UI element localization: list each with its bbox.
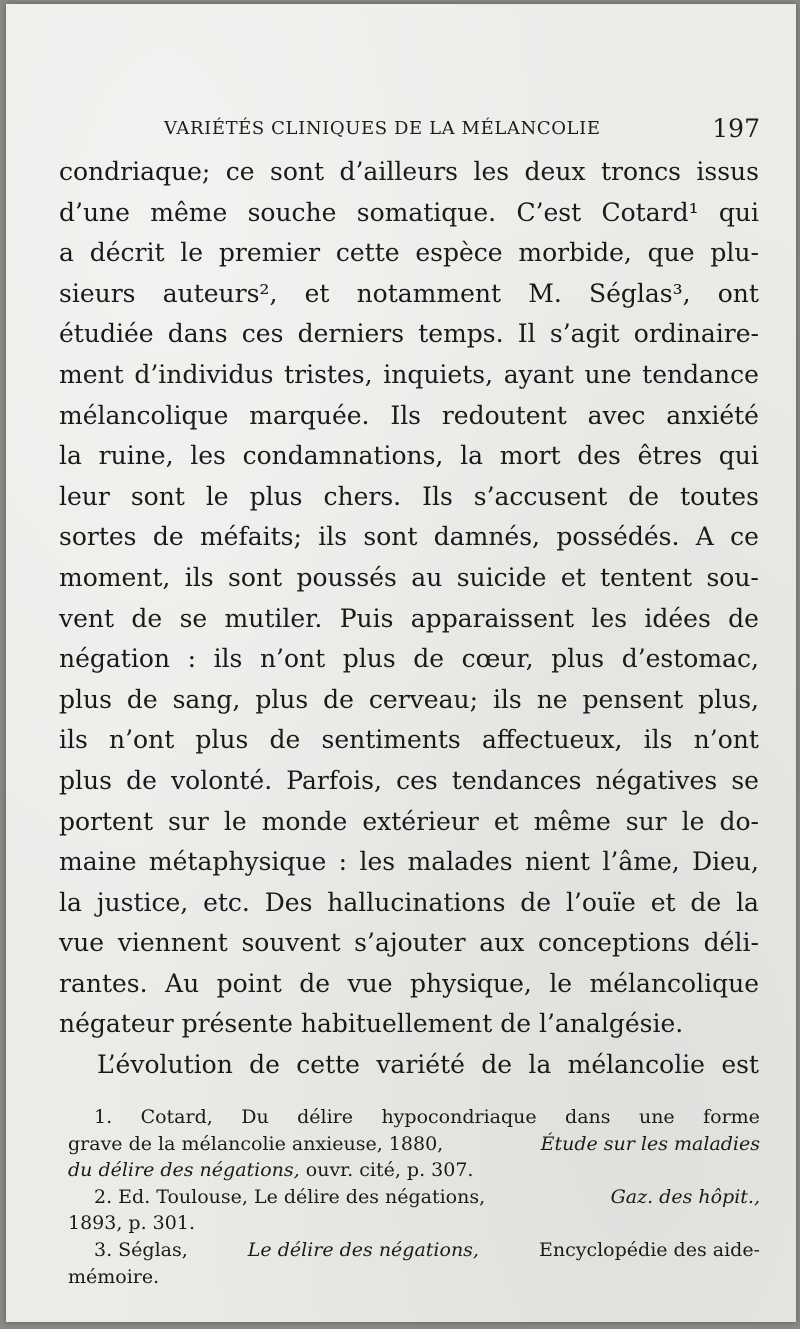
- word: cette: [335, 238, 400, 268]
- word: variété: [376, 1050, 465, 1080]
- page-number: 197: [712, 114, 760, 143]
- word: décrit: [89, 238, 165, 268]
- word: tentent: [600, 562, 693, 592]
- word: Du: [241, 1106, 269, 1128]
- word: conceptions: [538, 928, 690, 958]
- text-line: [59, 680, 759, 721]
- word: poussés: [296, 562, 397, 592]
- word: tendances: [451, 765, 582, 795]
- word: ce: [225, 157, 255, 186]
- book-page: [6, 4, 796, 1322]
- text-line: [59, 964, 759, 1005]
- word: mort: [499, 441, 561, 471]
- word: qui: [718, 197, 759, 227]
- word: derniers: [297, 319, 405, 349]
- word: de: [126, 765, 157, 795]
- footnotes: [68, 1104, 760, 1290]
- word: tristes,: [284, 359, 373, 389]
- word: métaphysique: [148, 847, 327, 877]
- word: ils: [213, 644, 243, 674]
- word: Au: [165, 968, 200, 998]
- word: ment: [59, 359, 124, 389]
- word: êtres: [637, 441, 703, 471]
- word: les: [190, 441, 226, 471]
- word: C’est: [516, 197, 582, 227]
- word: ayant: [503, 359, 574, 389]
- word: plus: [255, 684, 309, 714]
- word: une: [638, 1106, 675, 1128]
- word: notamment: [356, 278, 502, 308]
- word: une: [584, 359, 632, 389]
- word: le: [681, 806, 705, 836]
- word: L’évolution: [97, 1050, 233, 1080]
- word: les: [473, 157, 510, 186]
- word: même: [150, 197, 228, 227]
- word: ordinaire-: [633, 319, 759, 349]
- word: même: [533, 806, 611, 836]
- word: sur: [625, 806, 667, 836]
- word: mélancolique: [59, 400, 229, 430]
- text-line: [59, 639, 759, 680]
- word: premier: [218, 238, 321, 268]
- word: de: [690, 887, 722, 917]
- word: deux: [524, 157, 586, 186]
- word: n’ont: [109, 725, 175, 755]
- text-line: [59, 396, 759, 437]
- word: ne: [536, 684, 568, 714]
- word: et: [304, 278, 330, 308]
- word: souche: [247, 197, 337, 227]
- word: mutiler.: [224, 603, 323, 633]
- word: de: [628, 481, 660, 511]
- word: de: [131, 603, 163, 633]
- word: cette: [296, 1050, 360, 1080]
- word: affectueux,: [481, 725, 623, 755]
- word: qui: [718, 441, 759, 471]
- word: Il: [517, 319, 536, 349]
- word: inquiets,: [383, 359, 494, 389]
- word: ils: [184, 562, 214, 592]
- word: cœur,: [461, 644, 534, 674]
- word: se: [179, 603, 208, 633]
- word: sang,: [172, 684, 241, 714]
- word: auteurs²,: [162, 278, 278, 308]
- word: point: [216, 968, 282, 998]
- word: Cotard,: [140, 1106, 213, 1128]
- word: temps.: [418, 319, 504, 349]
- word: plus: [59, 765, 112, 795]
- word: morbide,: [518, 238, 632, 268]
- word: et: [650, 887, 676, 917]
- word: sur: [168, 806, 209, 836]
- footnote-2-line: [68, 1184, 760, 1211]
- text-line: [59, 1045, 759, 1086]
- text-line: [59, 436, 759, 477]
- word: sortes: [59, 522, 137, 552]
- word: méfaits;: [199, 522, 302, 552]
- word: vue: [59, 928, 105, 958]
- word: dans: [167, 319, 228, 349]
- word: anxiété: [666, 400, 759, 430]
- word: la: [59, 441, 82, 471]
- word: étudiée: [59, 319, 154, 349]
- text-line: [59, 883, 759, 924]
- word: toutes: [680, 481, 759, 511]
- word: de: [323, 684, 354, 714]
- word: négatives: [595, 765, 718, 795]
- word: la: [460, 441, 484, 471]
- word: plus,: [698, 684, 759, 714]
- word: que: [647, 238, 695, 268]
- word: suicide: [456, 562, 547, 592]
- word: etc.: [203, 887, 250, 917]
- footnote-1-line: [68, 1131, 760, 1158]
- word: hypocondriaque: [381, 1106, 537, 1128]
- word: et: [493, 806, 519, 836]
- text-line: [59, 355, 759, 396]
- word: d’une: [59, 197, 130, 227]
- word: plus: [59, 684, 112, 714]
- word: plus: [342, 644, 396, 674]
- word: redoutent: [441, 400, 567, 430]
- word: a: [59, 238, 74, 268]
- word: sou-: [706, 562, 759, 592]
- word: M.: [528, 278, 562, 308]
- word: malades: [407, 847, 513, 877]
- running-title: VARIÉTÉS CLINIQUES DE LA MÉLANCOLIE: [164, 118, 601, 139]
- word: sont: [228, 562, 283, 592]
- word: le: [205, 481, 229, 511]
- word: idées: [644, 603, 711, 633]
- word: portent: [59, 806, 153, 836]
- word: issus: [696, 157, 759, 186]
- word: avec: [587, 400, 646, 430]
- word: rantes.: [59, 968, 148, 998]
- word: au: [411, 562, 443, 592]
- word: dans: [565, 1106, 611, 1128]
- word: n’ont: [693, 725, 759, 755]
- word: Dieu,: [692, 847, 759, 877]
- word: de: [269, 725, 301, 755]
- word: ils: [492, 684, 522, 714]
- word: ils: [643, 725, 673, 755]
- text-line: [59, 152, 759, 193]
- word: ont: [717, 278, 759, 308]
- footnote-title-italic: Étude sur les maladies: [540, 1132, 760, 1155]
- word: les: [591, 603, 628, 633]
- body-text: [59, 152, 759, 1086]
- word: souvent: [241, 928, 341, 958]
- word: la: [528, 1050, 552, 1080]
- word: plus: [195, 725, 249, 755]
- word: vue: [347, 968, 393, 998]
- footnote-text: 2. Ed. Toulouse, Le délire des négations,: [94, 1185, 486, 1208]
- footnote-text: grave de la mélancolie anxieuse, 1880,: [68, 1132, 444, 1155]
- text-line: [59, 314, 759, 355]
- word: de: [249, 1050, 280, 1080]
- word: Puis: [339, 603, 394, 633]
- word: vent: [59, 603, 115, 633]
- word: sont: [363, 522, 418, 552]
- word: de: [413, 644, 445, 674]
- word: mélancolie: [567, 1050, 705, 1080]
- word: d’estomac,: [621, 644, 759, 674]
- word: sont: [270, 157, 325, 186]
- word: sont: [130, 481, 185, 511]
- word: possédés.: [556, 522, 680, 552]
- word: de: [481, 1050, 513, 1080]
- word: 1.: [94, 1106, 113, 1128]
- text-line: [59, 923, 759, 964]
- word: négation: [59, 644, 170, 674]
- word: se: [731, 765, 759, 795]
- word: Ils: [390, 400, 422, 430]
- footnote-journal-italic: Gaz. des hôpit.,: [610, 1185, 760, 1208]
- word: espèce: [415, 238, 503, 268]
- word: justice,: [96, 887, 189, 917]
- word: tendance: [642, 359, 759, 389]
- word: ce: [730, 522, 759, 552]
- text-line: [59, 802, 759, 843]
- word: délire: [297, 1106, 354, 1128]
- word: marquée.: [249, 400, 370, 430]
- word: de: [728, 603, 759, 633]
- word: l’âme,: [602, 847, 680, 877]
- word: le: [549, 968, 573, 998]
- footnote-text: ouvr. cité, p. 307.: [305, 1159, 474, 1182]
- text-line: [59, 193, 759, 234]
- word: leur: [59, 481, 110, 511]
- word: s’agit: [549, 319, 620, 349]
- word: Cotard¹: [601, 197, 699, 227]
- word: Séglas³,: [588, 278, 691, 308]
- word: ces: [241, 319, 284, 349]
- text-line: [59, 517, 759, 558]
- word: aux: [479, 928, 525, 958]
- word: de: [299, 968, 331, 998]
- word: A: [695, 522, 714, 552]
- footnote-3-line: [68, 1237, 760, 1264]
- text-line: [59, 233, 759, 274]
- word: plus: [551, 644, 605, 674]
- word: le: [223, 806, 247, 836]
- word: monde: [261, 806, 348, 836]
- word: condriaque;: [59, 157, 211, 186]
- word: plus: [249, 481, 303, 511]
- word: somatique.: [356, 197, 497, 227]
- word: de: [152, 522, 184, 552]
- word: déli-: [703, 928, 759, 958]
- word: ils: [318, 522, 348, 552]
- word: hallucinations: [327, 887, 506, 917]
- word: Des: [264, 887, 313, 917]
- word: la: [736, 887, 759, 917]
- word: est: [721, 1050, 759, 1080]
- word: volonté.: [171, 765, 273, 795]
- word: Ils: [422, 481, 453, 511]
- word: maine: [59, 847, 137, 877]
- word: physique,: [409, 968, 532, 998]
- footnote-3-line: mémoire.: [68, 1265, 160, 1288]
- word: s’accusent: [473, 481, 608, 511]
- word: des: [577, 441, 621, 471]
- word: :: [187, 644, 196, 674]
- text-line: [59, 842, 759, 883]
- word: n’ont: [259, 644, 326, 674]
- footnote-text: Encyclopédie des aide-: [538, 1238, 760, 1261]
- text-line: [59, 720, 759, 761]
- word: :: [338, 847, 348, 877]
- footnote-text: 3. Séglas,: [94, 1238, 188, 1261]
- footnote-1-line: [68, 1157, 760, 1184]
- word: moment,: [59, 562, 171, 592]
- word: ruine,: [98, 441, 174, 471]
- word: de: [520, 887, 552, 917]
- word: condamnations,: [242, 441, 444, 471]
- word: troncs: [600, 157, 681, 186]
- footnote-title-italic: Le délire des négations,: [247, 1238, 479, 1261]
- word: le: [180, 238, 204, 268]
- word: apparaissent: [410, 603, 575, 633]
- word: forme: [703, 1106, 760, 1128]
- word: mélancolique: [589, 968, 759, 998]
- running-head: [164, 116, 760, 146]
- word: la: [59, 887, 82, 917]
- word: ces: [396, 765, 438, 795]
- word: s’ajouter: [354, 928, 466, 958]
- word: damnés,: [433, 522, 540, 552]
- word: nient: [525, 847, 591, 877]
- word: plu-: [710, 238, 759, 268]
- word: d’ailleurs: [339, 157, 459, 186]
- text-line: [59, 558, 759, 599]
- word: sentiments: [321, 725, 461, 755]
- word: et: [560, 562, 586, 592]
- word: sieurs: [59, 278, 136, 308]
- text-line: [59, 761, 759, 802]
- word: do-: [719, 806, 759, 836]
- text-line: [59, 274, 759, 315]
- word: chers.: [323, 481, 402, 511]
- text-line: [59, 599, 759, 640]
- word: ils: [59, 725, 88, 755]
- footnote-1-line: [68, 1104, 760, 1131]
- word: les: [359, 847, 396, 877]
- footnote-2-line: 1893, p. 301.: [68, 1212, 195, 1235]
- word: Parfois,: [286, 765, 382, 795]
- word: pensent: [582, 684, 684, 714]
- word: l’ouïe: [565, 887, 636, 917]
- footnote-title-italic: du délire des négations,: [68, 1159, 300, 1182]
- word: cerveau;: [368, 684, 479, 714]
- word: de: [126, 684, 158, 714]
- word: viennent: [117, 928, 228, 958]
- text-line: [59, 477, 759, 518]
- word: d’individus: [134, 359, 274, 389]
- text-line: négateur présente habituellement de l’analgésie.: [59, 1009, 684, 1039]
- word: extérieur: [362, 806, 479, 836]
